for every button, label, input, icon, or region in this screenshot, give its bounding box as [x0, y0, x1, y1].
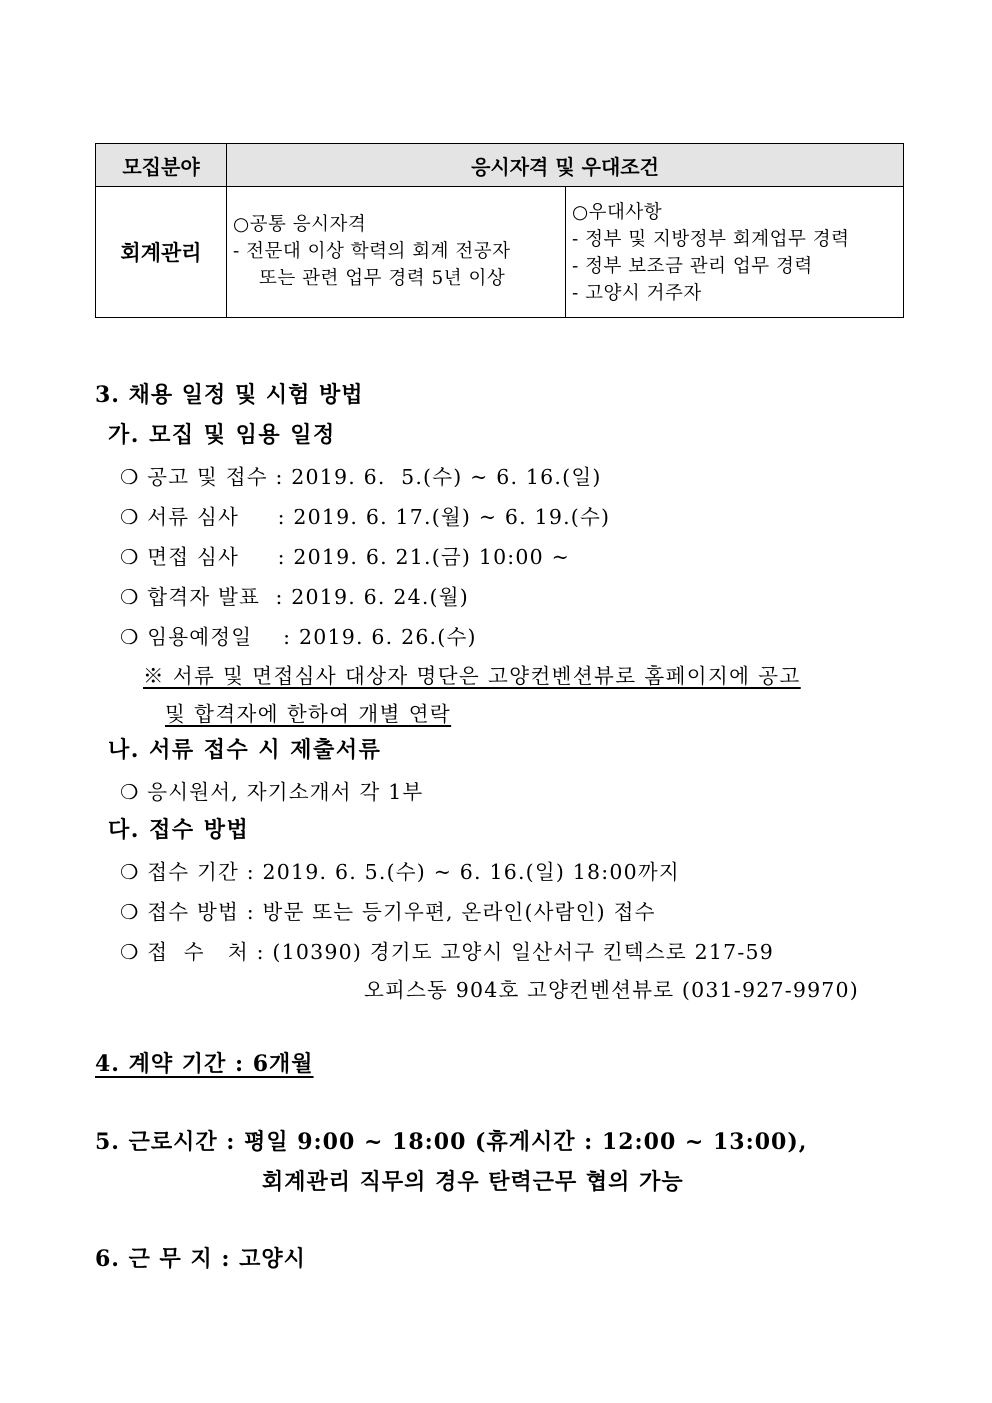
- preference-line: - 정부 및 지방정부 회계업무 경력: [572, 229, 850, 250]
- documents-item: ❍ 응시원서, 자기소개서 각 1부: [120, 780, 424, 804]
- preference-cell: [566, 187, 904, 318]
- schedule-item: ❍ 합격자 발표 : 2019. 6. 24.(월): [120, 585, 469, 609]
- section5-line: 5. 근로시간 : 평일 9:00 ~ 18:00 (휴게시간 : 12:00 ~ 13:00),: [95, 1129, 808, 1155]
- section6-title: 6. 근 무 지 : 고양시: [95, 1246, 306, 1272]
- application-item: ❍ 접수 방법 : 방문 또는 등기우편, 온라인(사람인) 접수: [120, 900, 656, 924]
- application-subtitle: 다. 접수 방법: [108, 817, 250, 843]
- common-title: ○공통 응시자격: [233, 214, 367, 235]
- documents-subtitle: 나. 서류 접수 시 제출서류: [108, 737, 382, 763]
- notice-line: 및 합격자에 한하여 개별 연락: [165, 702, 452, 726]
- schedule-item: ❍ 공고 및 접수 : 2019. 6. 5.(수) ~ 6. 16.(일): [120, 465, 602, 489]
- preference-line: - 정부 보조금 관리 업무 경력: [572, 256, 813, 277]
- common-qualification-cell: [227, 187, 566, 318]
- section4-title: 4. 계약 기간 : 6개월: [95, 1051, 314, 1077]
- schedule-item: ❍ 임용예정일 : 2019. 6. 26.(수): [120, 625, 477, 649]
- schedule-item: ❍ 서류 심사 : 2019. 6. 17.(월) ~ 6. 19.(수): [120, 505, 611, 529]
- header-field: 모집분야: [96, 144, 227, 187]
- field-name: 회계관리: [96, 187, 227, 318]
- section3-title: 3. 채용 일정 및 시험 방법: [95, 382, 364, 408]
- schedule-item: ❍ 면접 심사 : 2019. 6. 21.(금) 10:00 ~: [120, 545, 570, 569]
- common-line: 또는 관련 업무 경력 5년 이상: [259, 268, 506, 289]
- application-item: ❍ 접 수 처 : (10390) 경기도 고양시 일산서구 킨텍스로 217-59: [120, 940, 774, 964]
- common-line: - 전문대 이상 학력의 회계 전공자: [233, 241, 511, 262]
- section5-line: 회계관리 직무의 경우 탄력근무 협의 가능: [262, 1169, 684, 1195]
- application-address: 오피스동 904호 고양컨벤션뷰로 (031-927-9970): [364, 978, 859, 1002]
- preference-title: ○우대사항: [572, 202, 663, 223]
- notice-line: ※ 서류 및 면접심사 대상자 명단은 고양컨벤션뷰로 홈페이지에 공고: [143, 664, 801, 688]
- preference-line: - 고양시 거주자: [572, 283, 702, 304]
- schedule-subtitle: 가. 모집 및 임용 일정: [108, 422, 336, 448]
- header-qualifications: 응시자격 및 우대조건: [227, 144, 904, 187]
- recruitment-table: [95, 143, 904, 318]
- application-item: ❍ 접수 기간 : 2019. 6. 5.(수) ~ 6. 16.(일) 18:00까지: [120, 860, 680, 884]
